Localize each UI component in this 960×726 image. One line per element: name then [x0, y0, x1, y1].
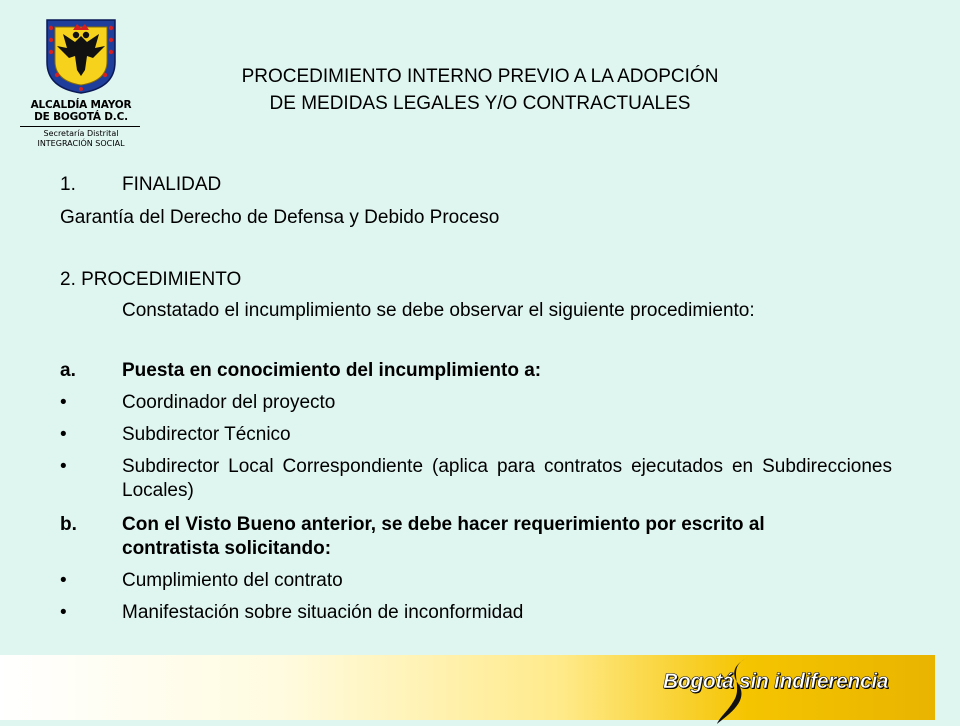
coat-of-arms-icon	[43, 18, 119, 94]
org-name: ALCALDÍA MAYOR DE BOGOTÁ D.C.	[30, 99, 132, 123]
section-1-number: 1.	[60, 174, 76, 195]
bullet-icon: •	[60, 392, 67, 413]
section-2-heading: 2. PROCEDIMIENTO	[60, 269, 242, 290]
bullet-icon: •	[60, 570, 67, 591]
item-a-text: Puesta en conocimiento del incumplimiento a:	[122, 360, 542, 381]
section-1-title: FINALIDAD	[122, 174, 222, 195]
list-item-text: Manifestación sobre situación de inconformidad	[122, 602, 524, 623]
list-item-text: Cumplimiento del contrato	[122, 570, 343, 591]
footer-band	[0, 655, 935, 720]
logo	[20, 18, 142, 150]
bullet-icon: •	[60, 602, 67, 623]
bullet-icon: •	[60, 456, 67, 477]
item-b-marker: b.	[60, 514, 77, 535]
title-line-1: PROCEDIMIENTO INTERNO PREVIO A LA ADOPCIÓN	[241, 66, 719, 87]
brand-logo	[663, 670, 893, 710]
bullet-icon: •	[60, 424, 67, 445]
item-a-marker: a.	[60, 360, 76, 381]
brand-name: Bogotá sin indiferencia	[663, 670, 889, 693]
list-item-text: Subdirector Local Correspondiente (aplica para contratos ejecutados en Subdirecciones Locales)	[122, 456, 892, 501]
list-item-text: Coordinador del proyecto	[122, 392, 336, 413]
section-1-text: Garantía del Derecho de Defensa y Debido Proceso	[60, 207, 500, 228]
logo-divider	[20, 126, 140, 127]
item-b-text: Con el Visto Bueno anterior, se debe hacer requerimiento por escrito al contratista solicitando:	[122, 514, 765, 559]
section-2-intro-text: Constatado el incumplimiento se debe observar el siguiente procedimiento:	[122, 300, 755, 321]
title-line-2: DE MEDIDAS LEGALES Y/O CONTRACTUALES	[269, 93, 691, 114]
list-item-text: Subdirector Técnico	[122, 424, 291, 445]
department-name: Secretaría Distrital INTEGRACIÓN SOCIAL	[37, 129, 125, 148]
page-title	[160, 63, 800, 117]
